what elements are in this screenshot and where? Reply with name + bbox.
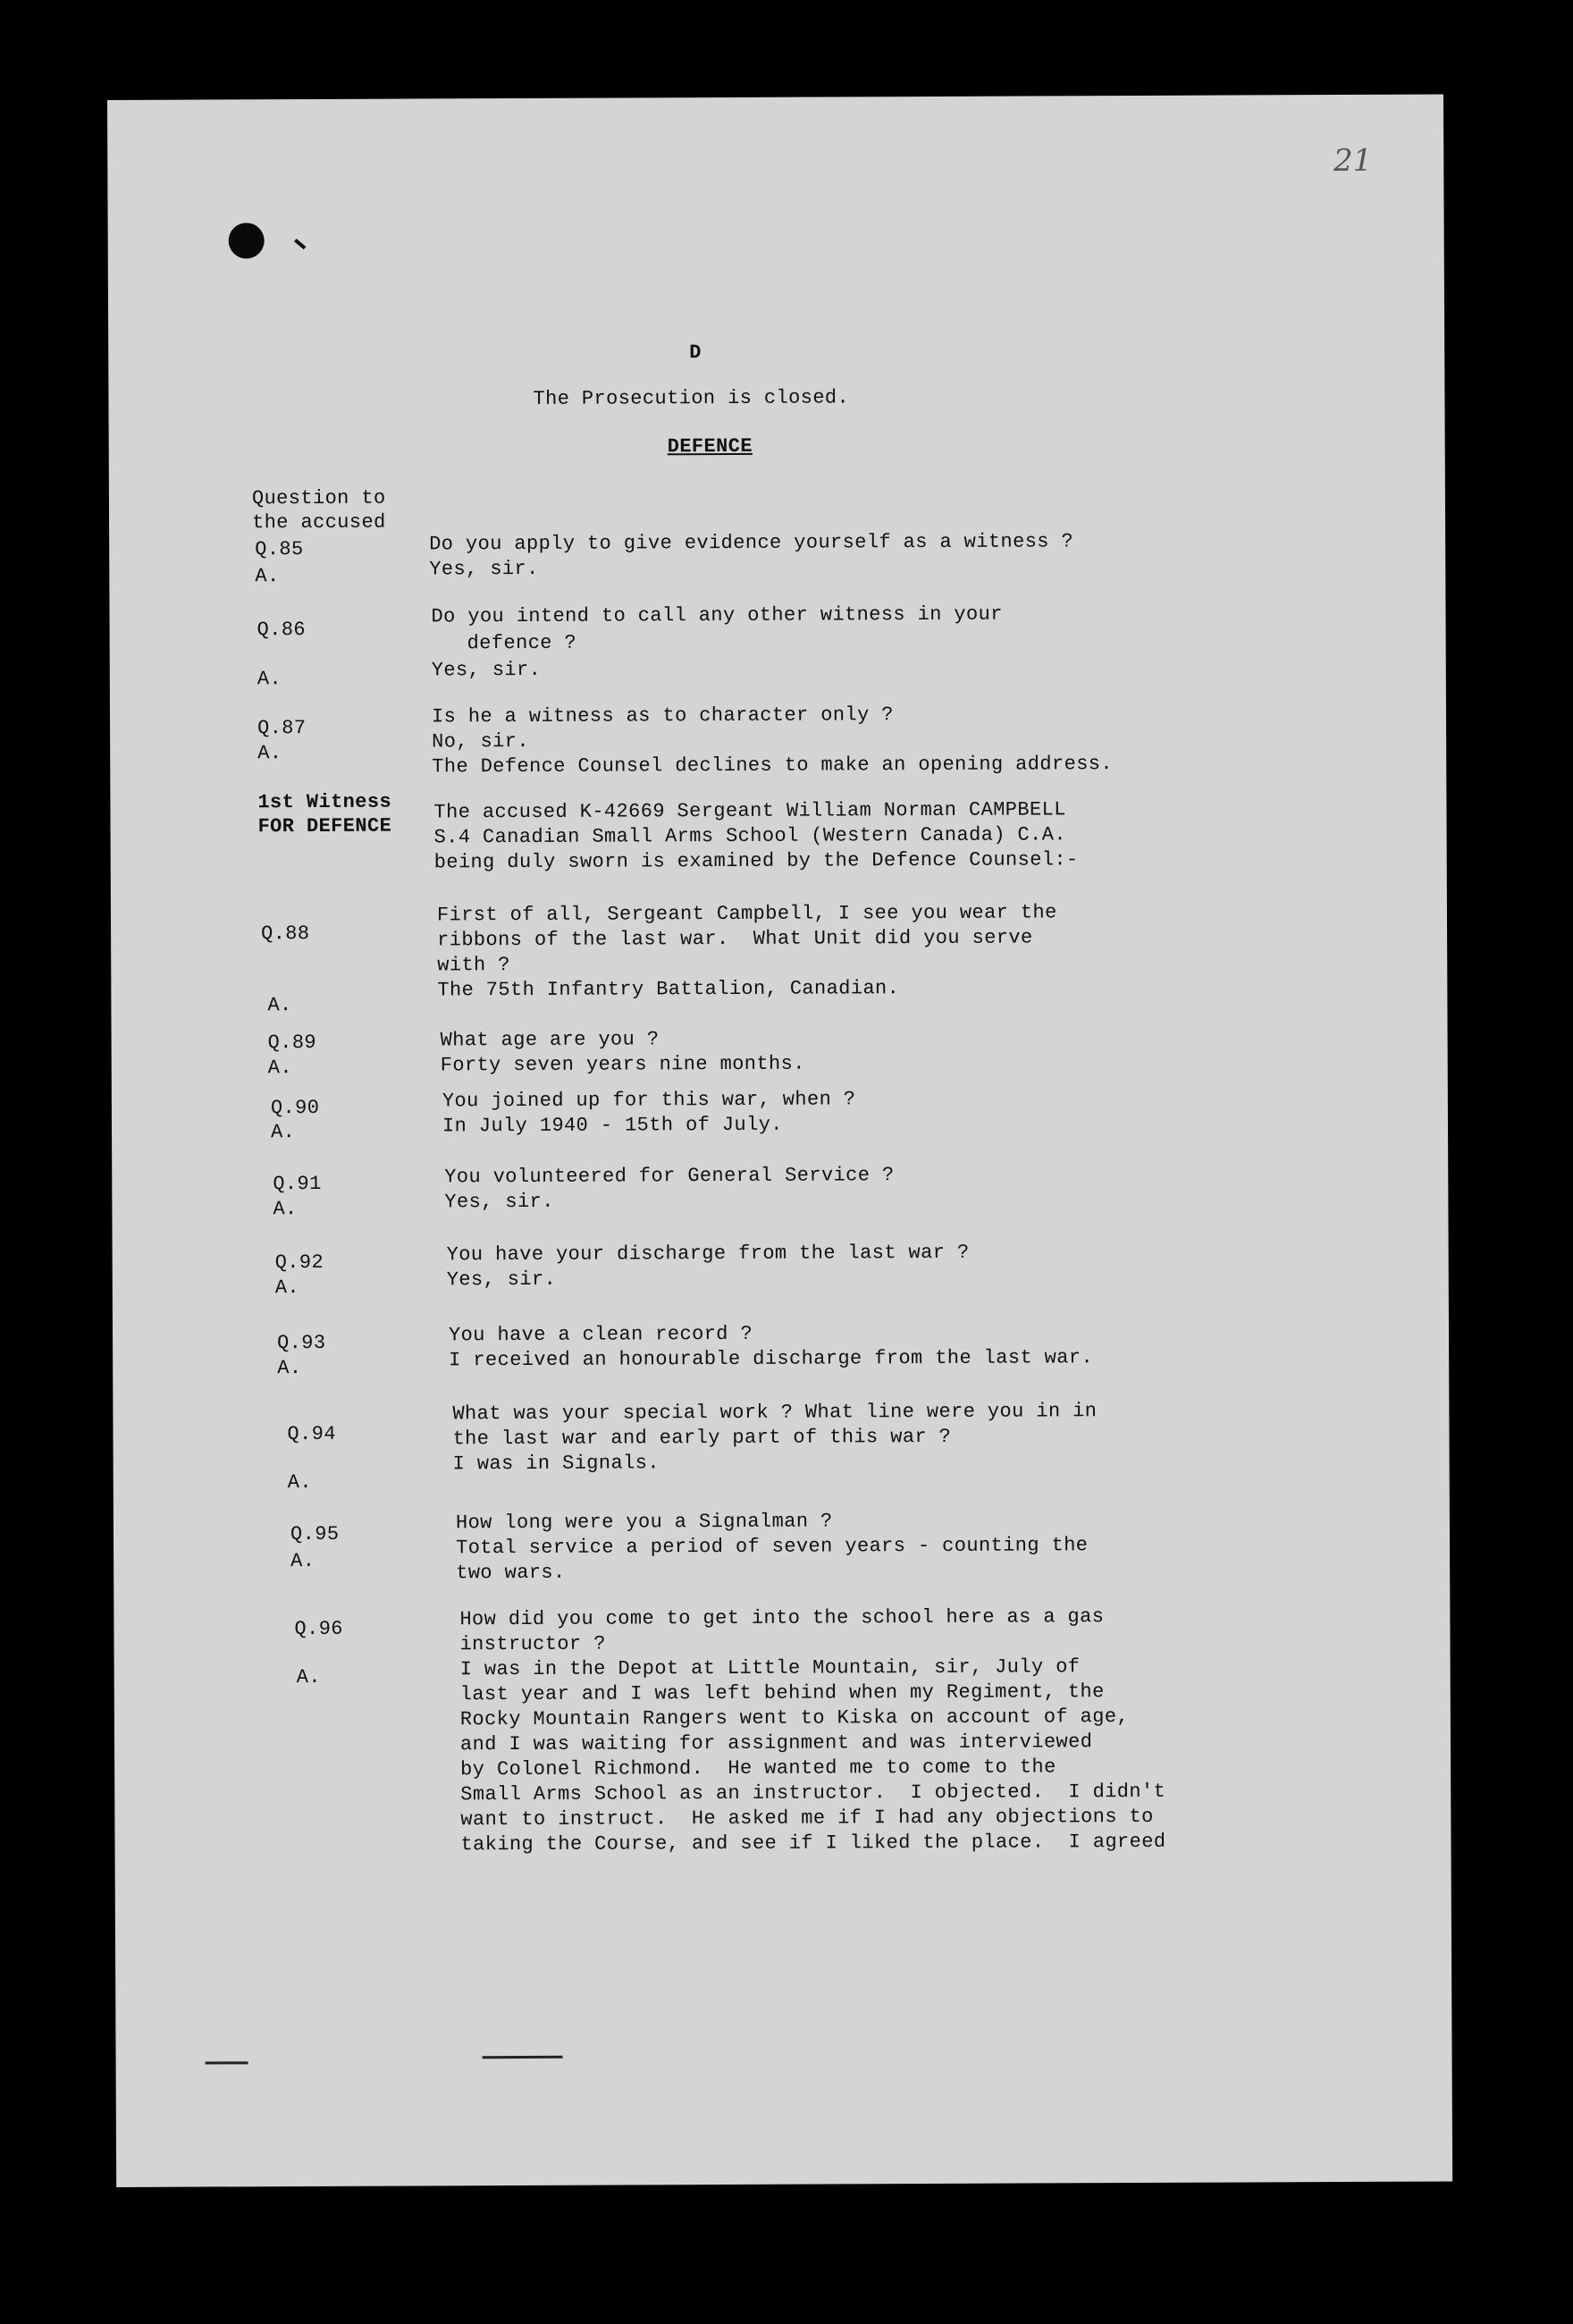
answer-text: last year and I was left behind when my Regiment, the — [459, 1680, 1105, 1706]
question-text: the last war and early part of this war ? — [452, 1425, 952, 1451]
question-text: What was your special work ? What line were you in in — [452, 1400, 1098, 1426]
answer-text: Rocky Mountain Rangers went to Kiska on account of age, — [459, 1705, 1130, 1731]
answer-label: A. — [257, 742, 282, 765]
question-text: You have a clean record ? — [448, 1322, 753, 1347]
question-text: with ? — [437, 954, 510, 977]
question-number: Q.93 — [277, 1331, 326, 1355]
question-text: instructor ? — [459, 1632, 606, 1656]
question-number: Q.94 — [287, 1422, 336, 1446]
ink-blot — [229, 223, 265, 258]
answer-label: A. — [290, 1550, 315, 1573]
answer-label: A. — [277, 1357, 302, 1380]
answer-label: A. — [267, 1057, 292, 1080]
answer-text: Forty seven years nine months. — [440, 1052, 805, 1077]
question-number: Q.89 — [267, 1031, 317, 1055]
question-text: How long were you a Signalman ? — [455, 1510, 833, 1535]
question-text: How did you come to get into the school here as a gas — [459, 1605, 1105, 1631]
question-number: Q.92 — [274, 1250, 324, 1275]
witness-intro-line: S.4 Canadian Small Arms School (Western Canada) C.A. — [433, 823, 1066, 849]
answer-text: Yes, sir. — [444, 1190, 554, 1214]
question-number: Q.88 — [261, 922, 310, 946]
margin-mark — [206, 2061, 248, 2064]
question-to-accused-label-2: the accused — [252, 510, 386, 535]
question-to-accused-label-1: Question to — [251, 486, 386, 510]
answer-text: Yes, sir. — [431, 658, 542, 682]
question-number: Q.85 — [255, 538, 304, 561]
answer-text: Yes, sir. — [446, 1267, 557, 1292]
witness-intro-line: The accused K-42669 Sergeant William Norman CAMPBELL — [433, 798, 1066, 824]
answer-text: In July 1940 - 15th of July. — [442, 1113, 783, 1138]
answer-label: A. — [296, 1665, 321, 1689]
answer-text: by Colonel Richmond. He wanted me to come to the — [460, 1756, 1056, 1781]
witness-label-2: FOR DEFENCE — [257, 814, 392, 838]
answer-label: A. — [255, 565, 280, 588]
question-text: Do you apply to give evidence yourself as a witness ? — [429, 530, 1074, 556]
answer-label: A. — [270, 1121, 296, 1144]
answer-text: want to instruct. He asked me if I had any objections to — [460, 1805, 1154, 1831]
question-text: Is he a witness as to character only ? — [431, 703, 894, 728]
answer-label: A. — [267, 994, 292, 1017]
page-number: 21 — [1333, 142, 1373, 180]
answer-text: I was in Signals. — [452, 1452, 660, 1476]
witness-intro-line: being duly sworn is examined by the Defence Counsel:- — [433, 848, 1079, 874]
answer-text: Yes, sir. — [429, 557, 539, 581]
witness-label-1: 1st Witness — [257, 790, 392, 814]
answer-text: two wars. — [456, 1561, 566, 1585]
answer-text: The Defence Counsel declines to make an opening address. — [432, 753, 1114, 779]
question-text: You volunteered for General Service ? — [444, 1164, 895, 1189]
question-number: Q.91 — [273, 1172, 322, 1196]
answer-text: I was in the Depot at Little Mountain, sir, July of — [459, 1655, 1081, 1681]
question-text: What age are you ? — [440, 1028, 660, 1052]
answer-text: The 75th Infantry Battalion, Canadian. — [437, 977, 900, 1002]
question-text: defence ? — [467, 631, 577, 655]
question-number: Q.96 — [294, 1617, 343, 1641]
answer-text: taking the Course, and see if I liked the place. I agreed — [460, 1830, 1166, 1857]
answer-label: A. — [273, 1198, 298, 1221]
question-number: Q.86 — [257, 619, 307, 642]
question-text: You joined up for this war, when ? — [442, 1088, 856, 1113]
question-text: You have your discharge from the last war ? — [446, 1241, 970, 1267]
question-text: ribbons of the last war. What Unit did you serve — [437, 926, 1033, 952]
question-text: Do you intend to call any other witness in your — [431, 602, 1003, 628]
answer-text: Total service a period of seven years - counting the — [456, 1534, 1089, 1560]
answer-label: A. — [274, 1276, 300, 1300]
document-page — [107, 94, 1452, 2187]
question-number: Q.95 — [290, 1522, 340, 1546]
answer-text: Small Arms School as an instructor. I objected. I didn't — [460, 1780, 1166, 1806]
question-text: First of all, Sergeant Campbell, I see you wear the — [436, 901, 1057, 927]
ink-mark — [294, 239, 306, 249]
defence-heading: DEFENCE — [667, 434, 753, 459]
answer-label: A. — [257, 668, 282, 691]
question-number: Q.90 — [270, 1096, 320, 1120]
answer-text: and I was waiting for assignment and was interviewed — [459, 1730, 1093, 1756]
section-letter: D — [689, 341, 702, 365]
answer-text: No, sir. — [432, 729, 530, 754]
answer-text: I received an honourable discharge from the last war. — [449, 1346, 1094, 1372]
question-number: Q.87 — [257, 717, 307, 740]
prosecution-closed-heading: The Prosecution is closed. — [533, 386, 850, 410]
margin-mark — [483, 2056, 563, 2059]
answer-label: A. — [287, 1471, 313, 1495]
